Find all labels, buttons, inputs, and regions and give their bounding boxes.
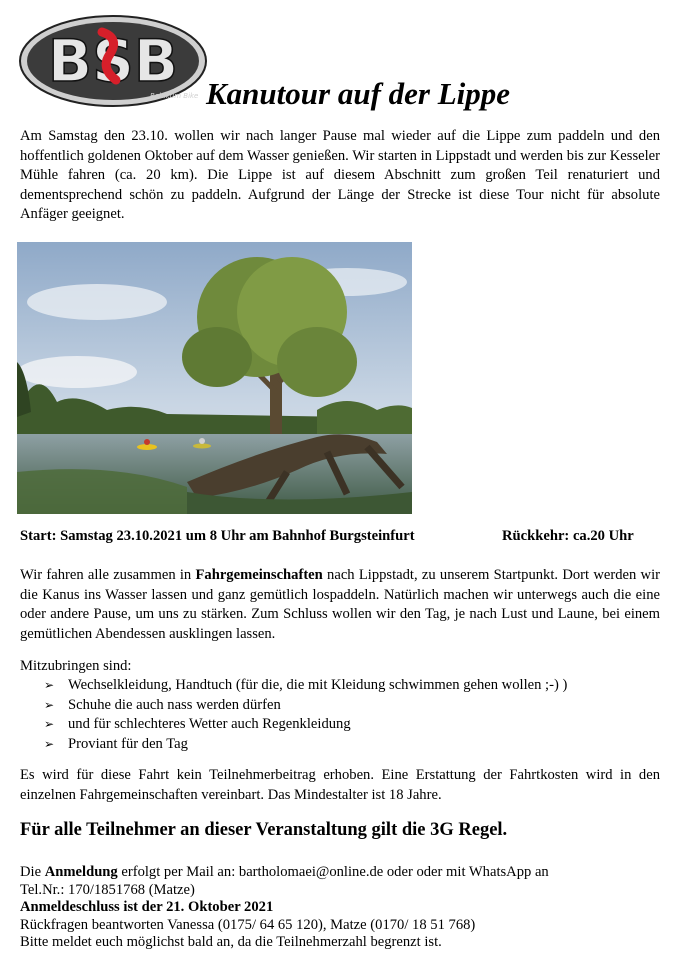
start-text: Start: Samstag 23.10.2021 um 8 Uhr am Bahnhof Burgsteinfurt bbox=[20, 528, 415, 544]
list-item: ➢ Proviant für den Tag bbox=[44, 735, 567, 755]
closing-line: Bitte meldet euch möglichst bald an, da die Teilnehmerzahl begrenzt ist. bbox=[20, 934, 442, 950]
trip-text-post: nach Lippstadt, zu unserem Startpunkt. Dort werden wir die Kanus ins Wasser lassen und ganz gemütlich lospaddeln. Natürlich machen wir unterwegs auch die eine oder andere Pause, um uns zu stärken. Zum Schluss wollen wir den Tag, je nach Lust und Laune, bei einem gemütlichen Abendessen ausklingen lassen. bbox=[20, 567, 660, 642]
registration-line: Die Anmeldung erfolgt per Mail an: bartholomaei@online.de oder oder mit WhatsApp an bbox=[20, 864, 549, 880]
cost-paragraph: Es wird für diese Fahrt kein Teilnehmerbeitrag erhoben. Eine Erstattung der Fahrtkosten wird in den einzelnen Fahrgemeinschaften vereinbart. Das Mindestalter ist 18 Jahre. bbox=[20, 767, 660, 803]
trip-text-pre: Wir fahren alle zusammen in bbox=[20, 567, 196, 583]
bring-list bbox=[44, 676, 567, 754]
list-item: ➢ Schuhe die auch nass werden dürfen bbox=[44, 696, 567, 716]
return-text: Rückkehr: ca.20 Uhr bbox=[502, 528, 634, 544]
bring-heading: Mitzubringen sind: bbox=[20, 658, 132, 674]
svg-text:Baltikum Bike: Baltikum Bike bbox=[150, 92, 199, 100]
list-item: ➢ Wechselkleidung, Handtuch (für die, die mit Kleidung schwimmen gehen wollen ;-) ) bbox=[44, 676, 567, 696]
intro-paragraph: Am Samstag den 23.10. wollen wir nach langer Pause mal wieder auf die Lippe zum paddeln und den hoffentlich goldenen Oktober auf dem Wasser genießen. Wir starten in Lippstadt und werden bis zur Kesseler Mühle fahren (ca. 20 km). Die Lippe ist auf diesem Abschnitt zum großen Teil renaturiert und dementsprechend schön zu paddeln. Aufgrund der Länge der Strecke ist diese Tour nicht für absolute Anfäger geeignet. bbox=[20, 128, 660, 222]
bsb-logo bbox=[18, 14, 208, 108]
svg-text:BSB: BSB bbox=[47, 27, 179, 95]
3g-rule-heading: Für alle Teilnehmer an dieser Veranstaltung gilt die 3G Regel. bbox=[20, 820, 508, 840]
registration-label: Anmeldung bbox=[44, 864, 118, 880]
river-photo bbox=[17, 242, 412, 514]
contact-block bbox=[20, 864, 660, 952]
arrow-bullet-icon: ➢ bbox=[44, 736, 55, 751]
list-item: ➢ und für schlechteres Wetter auch Regenkleidung bbox=[44, 715, 567, 735]
arrow-bullet-icon: ➢ bbox=[44, 678, 55, 692]
page-title: Kanutour auf der Lippe bbox=[206, 76, 511, 111]
arrow-bullet-icon: ➢ bbox=[44, 697, 55, 712]
phone-line: Tel.Nr.: 170/1851768 (Matze) bbox=[20, 881, 195, 898]
trip-paragraph bbox=[20, 566, 660, 644]
questions-line: Rückfragen beantworten Vanessa (0175/ 64 65 120), Matze (0170/ 18 51 768) bbox=[20, 916, 476, 933]
arrow-bullet-icon: ➢ bbox=[44, 717, 55, 731]
deadline-line: Anmeldeschluss ist der 21. Oktober 2021 bbox=[20, 899, 274, 915]
trip-text-bold: Fahrgemeinschaften bbox=[195, 567, 323, 583]
